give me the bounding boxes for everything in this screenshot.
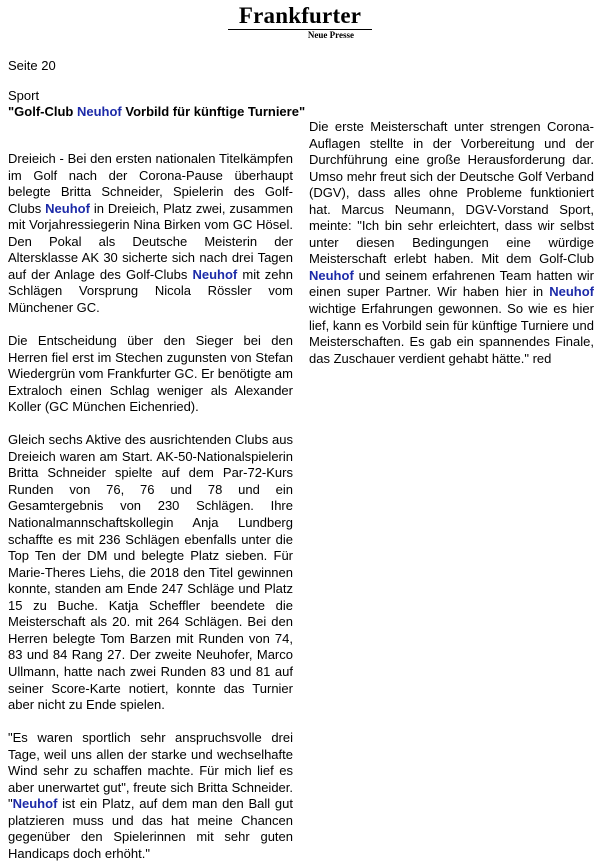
paragraph-1 [8, 151, 293, 316]
page-number: Seite 20 [8, 58, 56, 73]
section-label: Sport [8, 88, 40, 103]
paragraph-text: Dreieich - Bei den ersten nationalen Titelkämpfen im Golf nach der Corona-Pause überhaupt belegte Britta Schneider, Spielerin des Golf-Clubs [8, 151, 293, 216]
paragraph-text: und seinem erfahrenen Team hatten wir einen super Partner. Wir haben hier in [309, 267, 594, 300]
paragraph-text: ist ein Platz, auf dem man den Ball gut platzieren muss und das hat meine Chancen gegenüber den Spielerinnen mit sehr guten Handicaps doch erhöht." [8, 796, 293, 861]
masthead-name: Frankfurter [238, 3, 362, 28]
keyword-highlight: Neuhof [192, 266, 238, 282]
article-column-left [8, 151, 293, 863]
article-column-right [309, 119, 594, 367]
keyword-highlight: Neuhof [309, 267, 354, 283]
paragraph-text: wichtige Erfahrungen gewonnen. So wie es hier lief, kann es Vorbild sein für künftige Turniere und Meisterschaften. Es gab ein spannendes Finale, das Zuschauer verdient gehabt hätte." red [309, 301, 594, 366]
paragraph-4 [8, 730, 293, 862]
article-headline [8, 104, 305, 120]
headline-highlight: Neuhof [76, 104, 122, 119]
keyword-highlight: Neuhof [549, 284, 594, 300]
masthead-logo [228, 4, 372, 40]
paragraph-3: Gleich sechs Aktive des ausrichtenden Clubs aus Dreieich waren am Start. AK-50-Nationalspielerin Britta Schneider spielte auf dem Par-72-Kurs Runden von 76, 76 und 78 und ein Gesamtergebnis von 230 Schlägen. Ihre Nationalmannschaftskollegin Anja Lundberg schaffte es mit 236 Schlägen ebenfalls unter die Top Ten der DM und belegte Platz sieben. Für Marie-Theres Liehs, die 2018 den Titel gewinnen konnte, standen am Ende 247 Schläge und Platz 15 zu Buche. Katja Scheffler beendete die Meisterschaft als 20. mit 264 Schlägen. Bei den Herren belegte Tom Barzen mit Runden von 74, 83 und 84 Rang 27. Der zweite Neuhofer, Marco Ullmann, hatte nach zwei Runden 83 und 81 auf seiner Score-Karte notiert, konnte das Turnier aber nicht zu Ende spielen. [8, 432, 293, 713]
headline-text-start: "Golf-Club [8, 104, 77, 119]
keyword-highlight: Neuhof [12, 796, 58, 812]
paragraph-2: Die Entscheidung über den Sieger bei den Herren fiel erst im Stechen zugunsten von Stefan Wiedergrün vom Frankfurter GC. Er benötigte am Extraloch einen Schlag weniger als Alexander Koller (GC München Eichenried). [8, 333, 293, 415]
paragraph-text: "Es waren sportlich sehr anspruchsvolle drei Tage, weil uns allen der starke und wechselhafte Wind sehr zu schaffen machte. Für mich lief es aber unerwartet gut", freute sich Britta Schneider. " [8, 730, 293, 812]
paragraph-text: in Dreieich, Platz zwei, zusammen mit Vorjahressiegerin Nina Birken vom GC Hösel. Den Pokal als Deutsche Meisterin der Altersklasse AK 30 sicherte sich nach drei Tagen auf der Anlage des Golf-Clubs [8, 200, 293, 282]
paragraph-text: Die erste Meisterschaft unter strengen Corona-Auflagen stellte in der Vorbereitung und der Durchführung eine große Herausforderung dar. Umso mehr freut sich der Deutsche Golf Verband (DGV), dass alles ohne Probleme funktioniert hat. Marcus Neumann, DGV-Vorstand Sport, meinte: "Ich bin sehr erleichtert, dass wir selbst unter diesen Bedingungen eine würdige Meisterschaft erlebt haben. Mit dem Golf-Club [309, 119, 594, 267]
masthead-subtitle: Neue Presse [307, 30, 354, 40]
headline-text-end: Vorbild für künftige Turniere" [121, 104, 306, 119]
paragraph-text: mit zehn Schlägen Vorsprung Nicola Rössler vom Münchener GC. [8, 266, 293, 315]
divider [400, 432, 500, 433]
keyword-highlight: Neuhof [45, 200, 90, 216]
paragraph-5 [309, 119, 594, 367]
